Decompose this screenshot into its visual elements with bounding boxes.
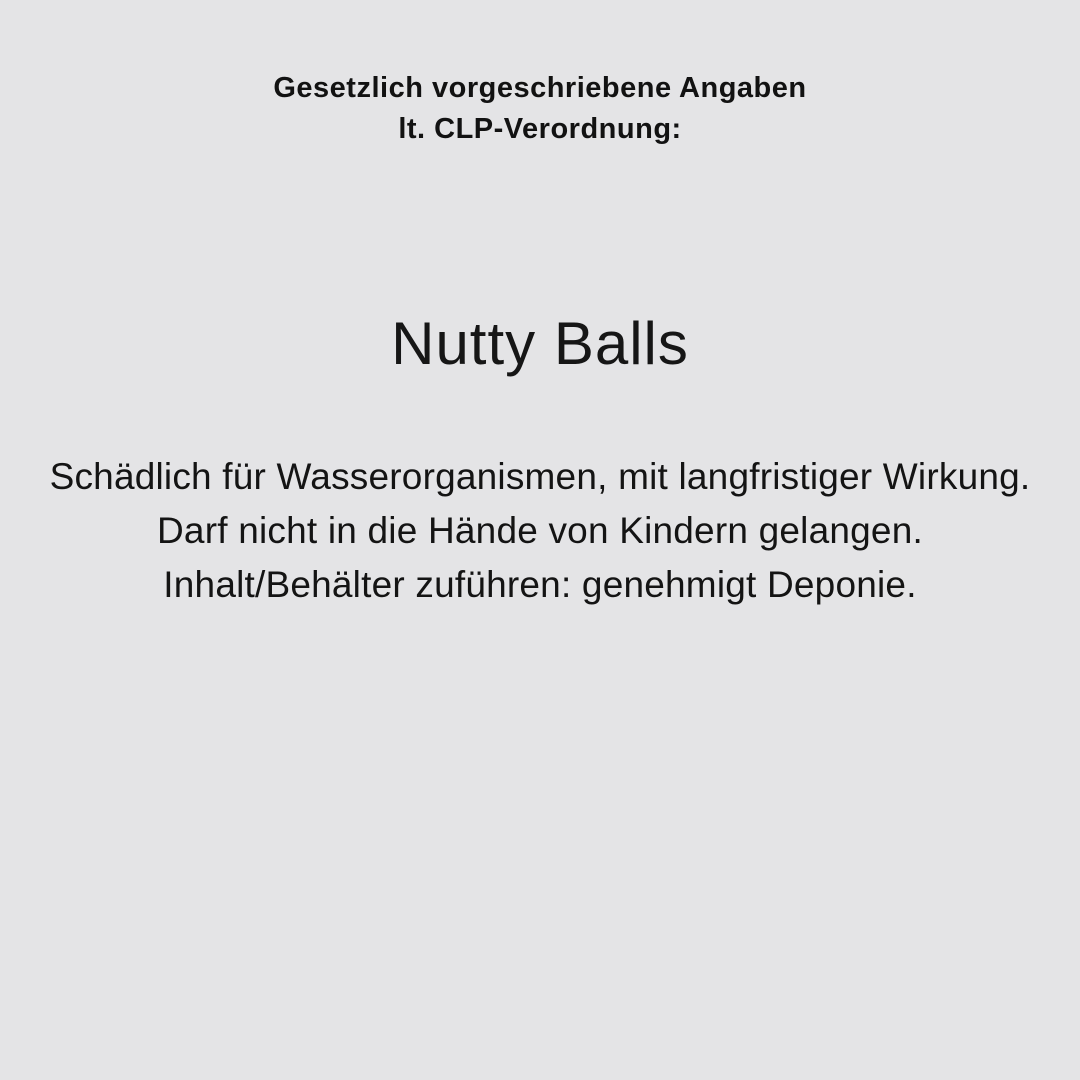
regulation-header — [0, 0, 1080, 150]
product-title: Nutty Balls — [391, 310, 689, 377]
hazard-statement-disposal: Inhalt/Behälter zuführen: genehmigt Deponie. — [163, 564, 917, 605]
hazard-statements — [35, 450, 1045, 612]
hazard-statement-children: Darf nicht in die Hände von Kindern gelangen. — [157, 510, 923, 551]
regulation-header-line2: lt. CLP-Verordnung: — [398, 113, 682, 145]
hazard-statement-aquatic: Schädlich für Wasserorganismen, mit langfristiger Wirkung. — [49, 456, 1031, 497]
regulation-header-line1: Gesetzlich vorgeschriebene Angaben — [273, 72, 807, 104]
